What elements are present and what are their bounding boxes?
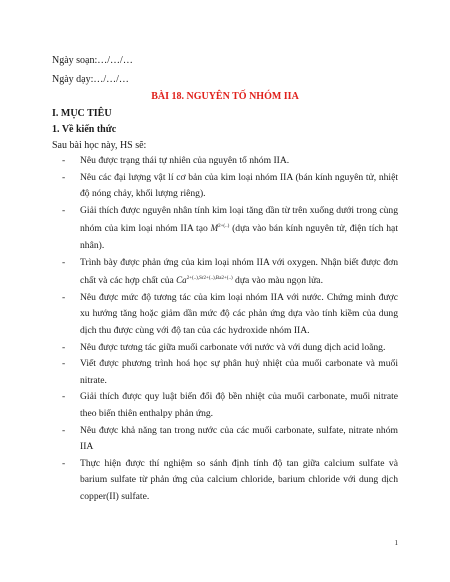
objectives-list xyxy=(52,153,398,505)
bullet-dash: - xyxy=(62,391,66,403)
bullet-dash: - xyxy=(62,358,66,370)
formula-superscript: 2+(..) xyxy=(218,224,230,230)
prep-date: Ngày soạn:…/…/… xyxy=(52,55,133,66)
page-number: 1 xyxy=(394,539,398,547)
list-item xyxy=(52,356,398,389)
objective-text: Nêu được tương tác giữa muối carbonate với nước và với dung dịch acid loãng. xyxy=(80,341,386,353)
section-subheading: 1. Về kiến thức xyxy=(52,124,117,135)
objective-text: Nêu được khả năng tan trong nước của các muối carbonate, sulfate, nitrate nhóm IIA xyxy=(80,424,398,453)
list-item xyxy=(52,203,398,255)
section-heading: I. MỤC TIÊU xyxy=(52,108,112,119)
list-item xyxy=(52,153,398,170)
bullet-dash: - xyxy=(62,204,66,216)
list-item xyxy=(52,290,398,340)
objective-text-continued: dựa vào màu ngọn lửa. xyxy=(232,275,323,287)
bullet-dash: - xyxy=(62,291,66,303)
objective-text: Nêu các đại lượng vật lí cơ bản của kim loại nhóm IIA (bán kính nguyên tử, nhiệt độ nóng chảy, khối lượng riêng). xyxy=(80,171,398,200)
intro-text: Sau bài học này, HS sẽ: xyxy=(52,140,147,151)
objective-text: Viết được phương trình hoá học sự phân huỷ nhiệt của muối carbonate và muối nitrate. xyxy=(80,358,398,386)
formula xyxy=(176,275,232,285)
list-item xyxy=(52,170,398,203)
objective-text: Nêu được trạng thái tự nhiên của nguyên tố nhóm IIA. xyxy=(80,155,290,166)
objective-text-continued: (dựa vào bán kính nguyên tử, điện tích hạt nhân). xyxy=(80,223,398,251)
bullet-dash: - xyxy=(62,256,66,268)
bullet-dash: - xyxy=(62,171,66,183)
formula-base: Ca xyxy=(176,275,187,286)
bullet-dash: - xyxy=(62,424,66,436)
objective-text: Trình bày được phản ứng của kim loại nhóm IIA với oxygen. Nhận biết được đơn chất và các hợp chất của xyxy=(80,256,398,287)
bullet-dash: - xyxy=(62,457,66,469)
list-item xyxy=(52,340,398,357)
list-item xyxy=(52,423,398,456)
list-item xyxy=(52,255,398,290)
objective-text: Nêu được mức độ tương tác của kim loại nhóm IIA với nước. Chứng minh được xu hướng tăng hoặc giảm dần mức độ các phản ứng dựa vào tính kiềm của dung dịch thu được cùng với độ tan của các hydroxide nhóm IIA. xyxy=(80,291,398,336)
objective-text: Giải thích được nguyên nhân tính kim loại tăng dần từ trên xuống dưới trong cùng nhóm của kim loại nhóm IIA tạo xyxy=(80,204,398,235)
objective-text: Thực hiện được thí nghiệm so sánh định tính độ tan giữa calcium sulfate và barium sulfate từ phản ứng của calcium chloride, barium chloride với dung dịch copper(II) sulfate. xyxy=(80,457,398,502)
list-item xyxy=(52,389,398,422)
formula-base: M xyxy=(210,223,219,234)
objective-text: Giải thích được quy luật biến đổi độ bền nhiệt của muối carbonate, muối nitrate theo biến thiên enthalpy phản ứng. xyxy=(80,391,398,419)
teach-date: Ngày dạy:…/…/… xyxy=(52,74,129,85)
bullet-dash: - xyxy=(62,155,66,166)
formula-superscript: 2+(..),Sr2+(..),Ba2+(..) xyxy=(186,276,233,282)
bullet-dash: - xyxy=(62,341,66,353)
formula xyxy=(211,223,230,233)
list-item xyxy=(52,456,398,506)
lesson-title: BÀI 18. NGUYÊN TỐ NHÓM IIA xyxy=(151,91,299,102)
